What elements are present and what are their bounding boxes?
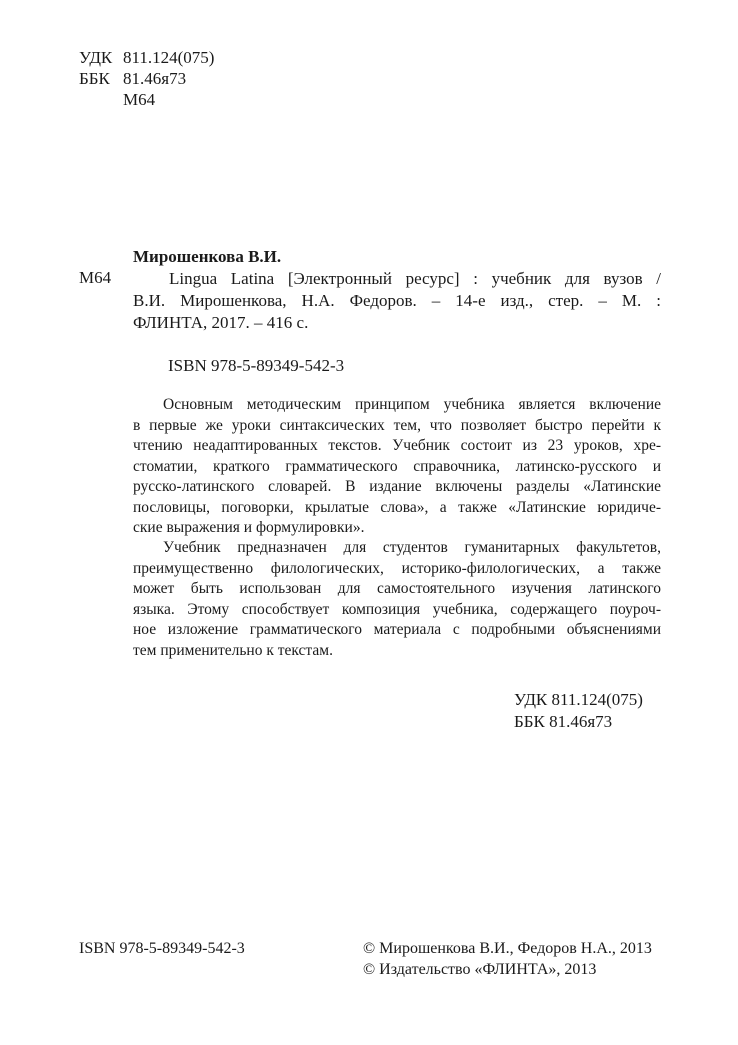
entry-mark: М64	[79, 268, 112, 287]
author-mark: М64	[123, 90, 156, 109]
annotation-line: пословицы, поговорки, крылатые слова», а также «Латинские юридиче-	[133, 498, 661, 516]
annotation-line: Учебник предназначен для студентов гуманитарных факультетов,	[163, 539, 661, 556]
footer-isbn: ISBN 978-5-89349-542-3	[79, 940, 245, 957]
udk-row	[79, 47, 214, 68]
bottom-bbk: ББК 81.46я73	[514, 712, 613, 731]
annotation-paragraph-2	[133, 538, 661, 661]
bbk-row	[79, 68, 214, 89]
annotation-line: стоматии, краткого грамматического справочника, латинско-русского и	[133, 457, 661, 475]
entry-author: Мирошенкова В.И.	[133, 247, 282, 266]
annotation-line: может быть использован для самостоятельного изучения латинского	[133, 580, 661, 597]
bbk-label: ББК	[79, 69, 110, 88]
author-mark-row	[79, 89, 214, 110]
annotation-line: преимущественно филологических, историко-филологических, а также	[133, 559, 661, 577]
annotation-line: в первые же уроки синтаксических тем, что позволяет быстро перейти к	[133, 416, 661, 434]
entry-line: ФЛИНТА, 2017. – 416 с.	[133, 313, 309, 332]
annotation-line: ное изложение грамматического материала с подробными объяснениями	[133, 621, 661, 638]
annotation-line: Основным методическим принципом учебника является включение	[163, 396, 661, 413]
top-classification	[79, 47, 214, 110]
annotation-line: тем применительно к текстам.	[133, 641, 333, 659]
annotation-paragraph-1	[133, 395, 661, 539]
footer-copyrights	[363, 938, 652, 980]
entry-line: В.И. Мирошенкова, Н.А. Федоров. – 14-е изд., стер. – М. :	[133, 291, 661, 310]
udk-label: УДК	[79, 48, 113, 67]
annotation-line: чтению неадаптированных текстов. Учебник состоит из 23 уроков, хре-	[133, 437, 661, 454]
bbk-value: 81.46я73	[123, 69, 187, 88]
entry-isbn: ISBN 978-5-89349-542-3	[168, 356, 345, 375]
entry-line: Lingua Latina [Электронный ресурс] : учебник для вузов /	[169, 269, 661, 288]
bottom-classification	[514, 689, 643, 733]
entry-description	[133, 268, 661, 334]
annotation-line: русско-латинского словарей. В издание включены разделы «Латинские	[133, 478, 661, 495]
copyright-line-1: © Мирошенкова В.И., Федоров Н.А., 2013	[363, 940, 652, 957]
bottom-udk: УДК 811.124(075)	[514, 690, 643, 709]
annotation-line: ские выражения и формулировки».	[133, 519, 365, 536]
udk-value: 811.124(075)	[123, 48, 215, 67]
annotation-line: языка. Этому способствует композиция учебника, содержащего поуроч-	[133, 600, 661, 618]
copyright-line-2: © Издательство «ФЛИНТА», 2013	[363, 961, 597, 978]
